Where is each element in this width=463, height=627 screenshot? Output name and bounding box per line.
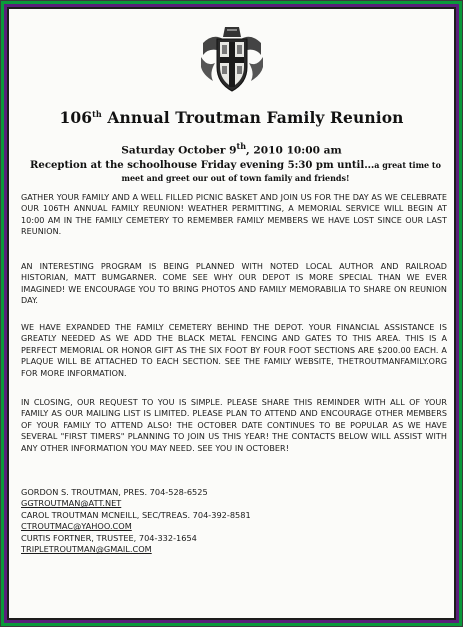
contact-trustee: CURTIS FORTNER, TRUSTEE, 704-332-1654 <box>21 532 197 543</box>
title-number: 106 <box>59 108 93 127</box>
page-title <box>9 108 454 127</box>
reception-note <box>23 159 448 185</box>
reception-main: Reception at the schoolhouse Friday evening 5:30 pm until… <box>30 160 375 171</box>
event-date <box>9 141 454 157</box>
contacts-list <box>21 487 421 555</box>
title-suffix: th <box>92 108 102 119</box>
paragraph-gather: GATHER YOUR FAMILY AND A WELL FILLED PICNIC BASKET AND JOIN US FOR THE DAY AS WE CELEBRATE OUR 106TH ANNUAL FAMILY REUNION! WEATHER PERMITTING, A MEMORIAL SERVICE WILL BEGIN AT 10:00 AM IN THE FAMILY CEMETERY TO REMEMBER FAMILY MEMBERS WE HAVE LOST SINCE OUR LAST REUNION. <box>21 193 447 237</box>
contact-president-email[interactable]: GGTROUTMAN@ATT.NET <box>21 498 122 509</box>
flyer-page <box>9 9 454 618</box>
contact-secretary: CAROL TROUTMAN MCNEILL, SEC/TREAS. 704-392-8581 <box>21 509 251 520</box>
contact-secretary-email[interactable]: CTROUTMAC@YAHOO.COM <box>21 521 132 532</box>
contact-president: GORDON S. TROUTMAN, PRES. 704-528-6525 <box>21 487 208 497</box>
paragraph-closing: IN CLOSING, OUR REQUEST TO YOU IS SIMPLE. PLEASE SHARE THIS REMINDER WITH ALL OF YOUR FAMILY AS OUR MAILING LIST IS LIMITED. PLEASE PLAN TO ATTEND AND ENCOURAGE OTHER MEMBERS OF YOUR FAMILY TO ATTEND ALSO! THE OCTOBER DATE CONTINUES TO BE POPULAR AS WE HAVE SEVERAL "FIRST TIMERS" PLANNING TO JOIN US THIS YEAR! THE CONTACTS BELOW WILL ASSIST WITH ANY OTHER INFORMATION YOU MAY NEED. SEE YOU IN OCTOBER! <box>21 398 447 453</box>
date-main: Saturday October 9 <box>121 144 237 157</box>
paragraph-cemetery: WE HAVE EXPANDED THE FAMILY CEMETERY BEHIND THE DEPOT. YOUR FINANCIAL ASSISTANCE IS GREATLY NEEDED AS WE ADD THE BLACK METAL FENCING AND GATES TO THIS AREA. THIS IS A PERFECT MEMORIAL OR HONOR GIFT AS THE SIX FOOT BY FOUR FOOT SECTIONS ARE $200.00 EACH. A PLAQUE WILL BE ATTACHED TO EACH SECTION. SEE THE FAMILY WEBSITE, THETROUTMANFAMILY.ORG FOR MORE INFORMATION. <box>21 323 447 378</box>
reception-small: a great time to meet and greet our out of town family and friends! <box>121 160 441 183</box>
paragraph-program: AN INTERESTING PROGRAM IS BEING PLANNED WITH NOTED LOCAL AUTHOR AND RAILROAD HISTORIAN, MATT BUMGARNER. COME SEE WHY OUR DEPOT IS MORE SPECIAL THAN WE EVER IMAGINED! WE ENCOURAGE YOU TO BRING PHOTOS AND FAMILY MEMORABILIA TO SHARE ON REUNION DAY. <box>21 262 447 306</box>
date-suffix: th <box>236 141 247 151</box>
date-time: , 2010 10:00 am <box>246 144 342 157</box>
title-text: Annual Troutman Family Reunion <box>101 108 404 127</box>
contact-trustee-email[interactable]: TRIPLETROUTMAN@GMAIL.COM <box>21 544 152 555</box>
family-crest-icon <box>199 23 265 95</box>
